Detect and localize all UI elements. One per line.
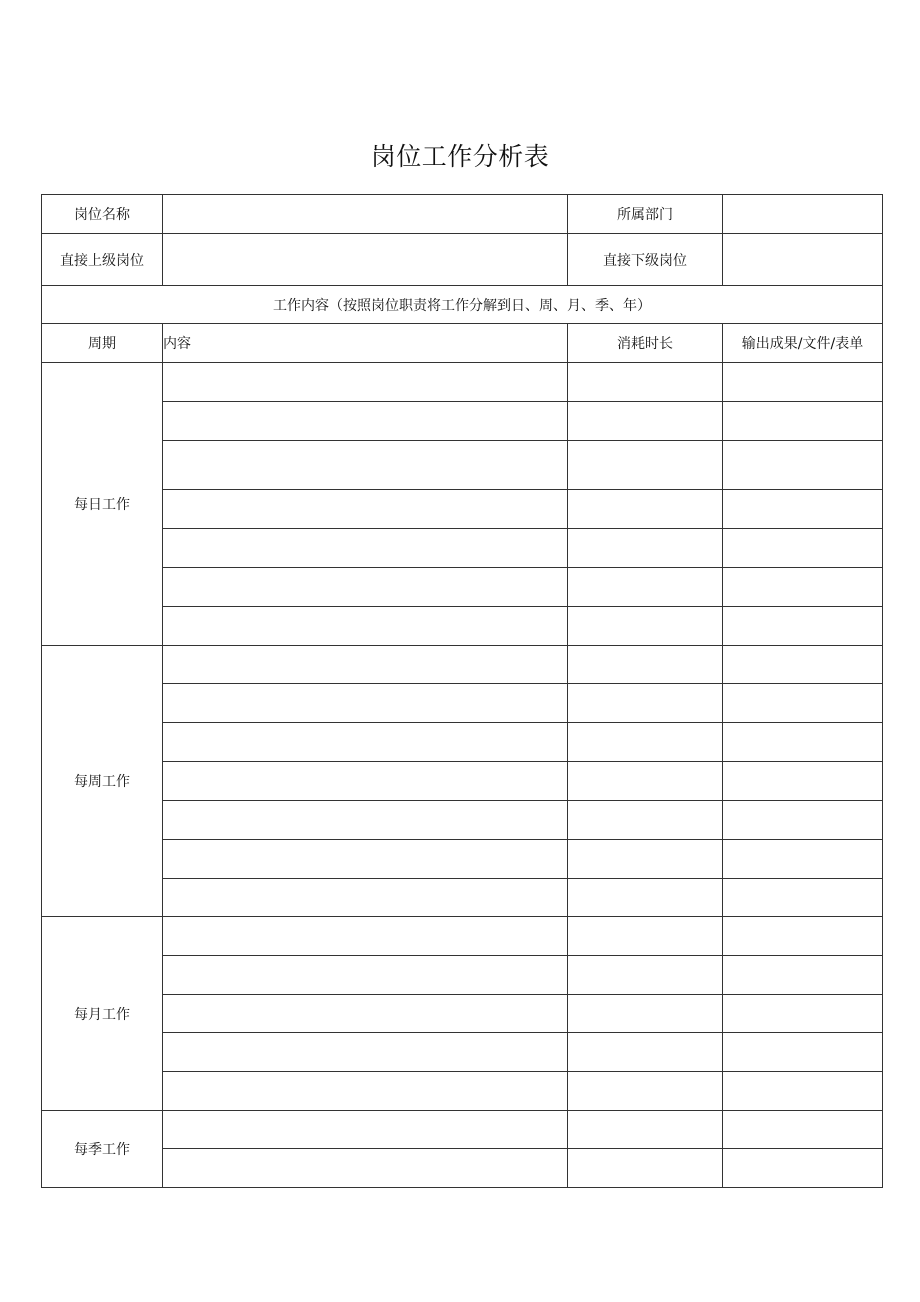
- position-name-field[interactable]: [163, 195, 568, 234]
- output-cell[interactable]: [723, 490, 883, 529]
- table-row: [42, 762, 883, 801]
- content-cell[interactable]: [163, 1033, 568, 1072]
- table-row: [42, 684, 883, 723]
- content-cell[interactable]: [163, 529, 568, 568]
- table-row: [42, 723, 883, 762]
- duration-cell[interactable]: [568, 917, 723, 956]
- table-row: [42, 1033, 883, 1072]
- table-row: [42, 490, 883, 529]
- output-cell[interactable]: [723, 363, 883, 402]
- content-cell[interactable]: [163, 879, 568, 917]
- content-cell[interactable]: [163, 441, 568, 490]
- duration-cell[interactable]: [568, 363, 723, 402]
- table-row: [42, 1072, 883, 1111]
- table-row: [42, 995, 883, 1033]
- output-cell[interactable]: [723, 441, 883, 490]
- duration-cell[interactable]: [568, 646, 723, 684]
- content-cell[interactable]: [163, 917, 568, 956]
- table-row: [42, 529, 883, 568]
- content-cell[interactable]: [163, 402, 568, 441]
- job-analysis-table: [41, 194, 883, 1188]
- content-cell[interactable]: [163, 490, 568, 529]
- page-title: 岗位工作分析表: [370, 142, 550, 171]
- period-label-quarterly: 每季工作: [42, 1111, 163, 1188]
- duration-cell[interactable]: [568, 1149, 723, 1188]
- work-content-heading-row: [42, 286, 883, 324]
- table-row: [42, 917, 883, 956]
- table-row: [42, 1149, 883, 1188]
- duration-cell[interactable]: [568, 879, 723, 917]
- output-cell[interactable]: [723, 917, 883, 956]
- content-cell[interactable]: [163, 607, 568, 646]
- table-row: [42, 607, 883, 646]
- duration-cell[interactable]: [568, 801, 723, 840]
- output-cell[interactable]: [723, 1072, 883, 1111]
- output-cell[interactable]: [723, 646, 883, 684]
- duration-cell[interactable]: [568, 1111, 723, 1149]
- column-header-duration: 消耗时长: [568, 324, 723, 363]
- content-cell[interactable]: [163, 840, 568, 879]
- duration-cell[interactable]: [568, 402, 723, 441]
- content-cell[interactable]: [163, 646, 568, 684]
- output-cell[interactable]: [723, 568, 883, 607]
- duration-cell[interactable]: [568, 529, 723, 568]
- header-row-1: [42, 195, 883, 234]
- content-cell[interactable]: [163, 762, 568, 801]
- content-cell[interactable]: [163, 568, 568, 607]
- duration-cell[interactable]: [568, 995, 723, 1033]
- table-row: [42, 801, 883, 840]
- superior-field[interactable]: [163, 234, 568, 286]
- table-row: [42, 879, 883, 917]
- period-label-daily: 每日工作: [42, 363, 163, 646]
- content-cell[interactable]: [163, 1149, 568, 1188]
- output-cell[interactable]: [723, 995, 883, 1033]
- duration-cell[interactable]: [568, 723, 723, 762]
- table-row: [42, 956, 883, 995]
- duration-cell[interactable]: [568, 568, 723, 607]
- duration-cell[interactable]: [568, 956, 723, 995]
- work-content-heading: 工作内容（按照岗位职责将工作分解到日、周、月、季、年）: [42, 286, 883, 324]
- output-cell[interactable]: [723, 840, 883, 879]
- table-row: [42, 441, 883, 490]
- content-cell[interactable]: [163, 956, 568, 995]
- duration-cell[interactable]: [568, 441, 723, 490]
- output-cell[interactable]: [723, 956, 883, 995]
- output-cell[interactable]: [723, 1033, 883, 1072]
- department-field[interactable]: [723, 195, 883, 234]
- content-cell[interactable]: [163, 684, 568, 723]
- department-label: 所属部门: [568, 195, 723, 234]
- table-row: [42, 363, 883, 402]
- table-row: [42, 646, 883, 684]
- duration-cell[interactable]: [568, 607, 723, 646]
- column-header-output: 输出成果/文件/表单: [723, 324, 883, 363]
- table-row: [42, 840, 883, 879]
- output-cell[interactable]: [723, 762, 883, 801]
- output-cell[interactable]: [723, 684, 883, 723]
- output-cell[interactable]: [723, 607, 883, 646]
- output-cell[interactable]: [723, 1149, 883, 1188]
- table-row: [42, 402, 883, 441]
- content-cell[interactable]: [163, 995, 568, 1033]
- subordinate-label: 直接下级岗位: [568, 234, 723, 286]
- column-header-row: [42, 324, 883, 363]
- column-header-content: 内容: [163, 324, 568, 363]
- output-cell[interactable]: [723, 879, 883, 917]
- content-cell[interactable]: [163, 363, 568, 402]
- content-cell[interactable]: [163, 1072, 568, 1111]
- duration-cell[interactable]: [568, 1072, 723, 1111]
- superior-label: 直接上级岗位: [42, 234, 163, 286]
- output-cell[interactable]: [723, 402, 883, 441]
- duration-cell[interactable]: [568, 684, 723, 723]
- duration-cell[interactable]: [568, 762, 723, 801]
- period-label-weekly: 每周工作: [42, 646, 163, 917]
- position-name-label: 岗位名称: [42, 195, 163, 234]
- table-row: [42, 1111, 883, 1149]
- period-label-monthly: 每月工作: [42, 917, 163, 1111]
- duration-cell[interactable]: [568, 1033, 723, 1072]
- content-cell[interactable]: [163, 801, 568, 840]
- subordinate-field[interactable]: [723, 234, 883, 286]
- output-cell[interactable]: [723, 529, 883, 568]
- output-cell[interactable]: [723, 801, 883, 840]
- header-row-2: [42, 234, 883, 286]
- column-header-period: 周期: [42, 324, 163, 363]
- duration-cell[interactable]: [568, 840, 723, 879]
- content-cell[interactable]: [163, 1111, 568, 1149]
- output-cell[interactable]: [723, 723, 883, 762]
- duration-cell[interactable]: [568, 490, 723, 529]
- table-row: [42, 568, 883, 607]
- content-cell[interactable]: [163, 723, 568, 762]
- output-cell[interactable]: [723, 1111, 883, 1149]
